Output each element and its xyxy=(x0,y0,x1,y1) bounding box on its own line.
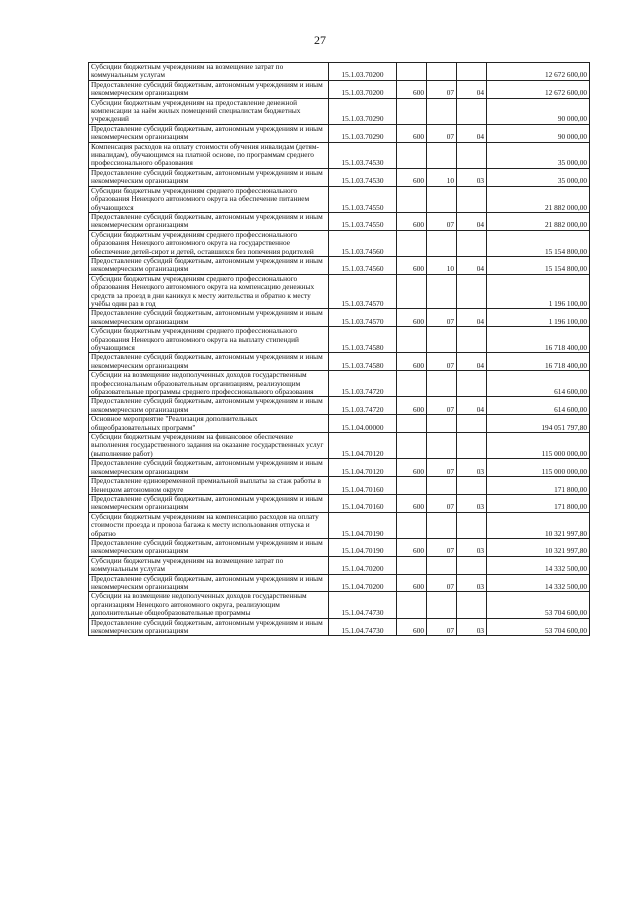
row-vr: 600 xyxy=(397,309,427,327)
row-rz xyxy=(427,477,457,495)
row-sum: 10 321 997,80 xyxy=(487,512,590,538)
row-vr xyxy=(397,327,427,353)
row-code: 15.1.04.70200 xyxy=(329,556,397,574)
table-row xyxy=(89,168,590,186)
row-pr xyxy=(457,142,487,168)
row-vr xyxy=(397,371,427,397)
row-sum: 1 196 100,00 xyxy=(487,274,590,309)
row-code: 15.1.03.74550 xyxy=(329,186,397,212)
row-pr xyxy=(457,433,487,459)
row-name: Предоставление субсидий бюджетным, автономным учреждениям и иным некоммерческим организациям xyxy=(89,618,329,636)
row-rz xyxy=(427,142,457,168)
row-vr: 600 xyxy=(397,538,427,556)
row-rz xyxy=(427,371,457,397)
row-name: Предоставление субсидий бюджетным, автономным учреждениям и иным некоммерческим организациям xyxy=(89,212,329,230)
row-vr xyxy=(397,230,427,256)
page-number: 27 xyxy=(314,33,326,47)
table-row xyxy=(89,327,590,353)
row-pr: 03 xyxy=(457,618,487,636)
table-row xyxy=(89,98,590,124)
table-row xyxy=(89,556,590,574)
row-code: 15.1.04.70190 xyxy=(329,538,397,556)
row-name: Предоставление субсидий бюджетным, автономным учреждениям и иным некоммерческим организациям xyxy=(89,397,329,415)
row-sum: 115 000 000,00 xyxy=(487,459,590,477)
row-name: Компенсация расходов на оплату стоимости обучения инвалидам (детям-инвалидам), обучающимся на платной основе, по программам среднего профессионального образования xyxy=(89,142,329,168)
table-row xyxy=(89,618,590,636)
row-code: 15.1.04.70160 xyxy=(329,477,397,495)
row-sum: 35 000,00 xyxy=(487,142,590,168)
row-pr xyxy=(457,230,487,256)
row-vr xyxy=(397,592,427,618)
row-vr xyxy=(397,63,427,81)
row-sum: 15 154 800,00 xyxy=(487,256,590,274)
row-vr: 600 xyxy=(397,494,427,512)
row-rz: 07 xyxy=(427,494,457,512)
row-sum: 614 600,00 xyxy=(487,397,590,415)
row-rz xyxy=(427,512,457,538)
row-code: 15.1.04.70200 xyxy=(329,574,397,592)
row-code: 15.1.04.74730 xyxy=(329,618,397,636)
row-sum: 1 196 100,00 xyxy=(487,309,590,327)
row-sum: 90 000,00 xyxy=(487,98,590,124)
row-sum: 614 600,00 xyxy=(487,371,590,397)
row-pr: 03 xyxy=(457,574,487,592)
row-code: 15.1.03.74560 xyxy=(329,256,397,274)
row-vr: 600 xyxy=(397,618,427,636)
budget-table xyxy=(88,62,590,636)
row-pr: 04 xyxy=(457,397,487,415)
table-row xyxy=(89,433,590,459)
row-sum: 53 704 600,00 xyxy=(487,618,590,636)
row-code: 15.1.03.74560 xyxy=(329,230,397,256)
row-vr xyxy=(397,98,427,124)
row-sum: 21 882 000,00 xyxy=(487,186,590,212)
row-name: Субсидии бюджетным учреждениям на возмещение затрат по коммунальным услугам xyxy=(89,63,329,81)
row-rz xyxy=(427,592,457,618)
row-name: Предоставление субсидий бюджетным, автономным учреждениям и иным некоммерческим организациям xyxy=(89,574,329,592)
row-sum: 53 704 600,00 xyxy=(487,592,590,618)
row-pr: 04 xyxy=(457,353,487,371)
table-row xyxy=(89,142,590,168)
table-row xyxy=(89,397,590,415)
row-name: Предоставление субсидий бюджетным, автономным учреждениям и иным некоммерческим организациям xyxy=(89,256,329,274)
row-rz: 10 xyxy=(427,168,457,186)
row-code: 15.1.03.74570 xyxy=(329,274,397,309)
row-name: Предоставление субсидий бюджетным, автономным учреждениям и иным некоммерческим организациям xyxy=(89,168,329,186)
row-rz: 07 xyxy=(427,124,457,142)
row-vr: 600 xyxy=(397,397,427,415)
table-row xyxy=(89,212,590,230)
row-code: 15.1.03.74530 xyxy=(329,142,397,168)
row-pr: 03 xyxy=(457,494,487,512)
row-name: Основное мероприятие "Реализация дополнительных общеобразовательных программ" xyxy=(89,415,329,433)
table-row xyxy=(89,592,590,618)
row-code: 15.1.03.74570 xyxy=(329,309,397,327)
row-code: 15.1.04.70190 xyxy=(329,512,397,538)
row-pr xyxy=(457,556,487,574)
row-code: 15.1.03.74720 xyxy=(329,397,397,415)
row-pr: 04 xyxy=(457,256,487,274)
row-rz: 07 xyxy=(427,309,457,327)
row-pr: 04 xyxy=(457,212,487,230)
row-code: 15.1.03.74720 xyxy=(329,371,397,397)
row-code: 15.1.04.74730 xyxy=(329,592,397,618)
row-code: 15.1.04.70120 xyxy=(329,433,397,459)
row-rz xyxy=(427,327,457,353)
table-row xyxy=(89,230,590,256)
row-name: Субсидии бюджетным учреждениям на компенсацию расходов на оплату стоимости проезда и провоза багажа к месту использования отпуска и обратно xyxy=(89,512,329,538)
row-pr xyxy=(457,477,487,495)
table-row xyxy=(89,512,590,538)
row-name: Субсидии на возмещение недополученных доходов государственным организациям Ненецкого автономного округа, реализующим дополнительные общеобразовательные программы xyxy=(89,592,329,618)
row-name: Предоставление субсидий бюджетным, автономным учреждениям и иным некоммерческим организациям xyxy=(89,309,329,327)
row-vr xyxy=(397,512,427,538)
row-sum: 16 718 400,00 xyxy=(487,327,590,353)
row-code: 15.1.03.70290 xyxy=(329,98,397,124)
row-rz: 10 xyxy=(427,256,457,274)
row-sum: 194 051 797,80 xyxy=(487,415,590,433)
row-name: Предоставление единовременной премиальной выплаты за стаж работы в Ненецком автономном округе xyxy=(89,477,329,495)
row-pr: 04 xyxy=(457,124,487,142)
row-rz: 07 xyxy=(427,397,457,415)
row-code: 15.1.03.74580 xyxy=(329,327,397,353)
row-rz: 07 xyxy=(427,212,457,230)
row-name: Субсидии бюджетным учреждениям на возмещение затрат по коммунальным услугам xyxy=(89,556,329,574)
row-name: Субсидии бюджетным учреждениям среднего профессионального образования Ненецкого автономного округа на обеспечение питанием обучающихся xyxy=(89,186,329,212)
row-name: Предоставление субсидий бюджетным, автономным учреждениям и иным некоммерческим организациям xyxy=(89,353,329,371)
row-sum: 15 154 800,00 xyxy=(487,230,590,256)
row-rz: 07 xyxy=(427,618,457,636)
row-sum: 14 332 500,00 xyxy=(487,574,590,592)
table-row xyxy=(89,256,590,274)
row-pr: 03 xyxy=(457,168,487,186)
row-rz: 07 xyxy=(427,80,457,98)
row-sum: 14 332 500,00 xyxy=(487,556,590,574)
row-pr: 04 xyxy=(457,80,487,98)
table-row xyxy=(89,459,590,477)
row-vr xyxy=(397,477,427,495)
table-row xyxy=(89,574,590,592)
row-rz xyxy=(427,433,457,459)
row-vr: 600 xyxy=(397,256,427,274)
table-row xyxy=(89,186,590,212)
row-pr: 03 xyxy=(457,459,487,477)
row-code: 15.1.04.70120 xyxy=(329,459,397,477)
row-vr xyxy=(397,415,427,433)
row-pr xyxy=(457,327,487,353)
row-vr: 600 xyxy=(397,168,427,186)
row-name: Субсидии бюджетным учреждениям среднего профессионального образования Ненецкого автономного округа на компенсацию денежных средств за проезд в дни каникул к месту жительства и обратно к месту учёбы один раз в год xyxy=(89,274,329,309)
table-row xyxy=(89,63,590,81)
row-pr: 03 xyxy=(457,538,487,556)
row-rz: 07 xyxy=(427,459,457,477)
row-pr xyxy=(457,98,487,124)
row-pr xyxy=(457,512,487,538)
row-rz xyxy=(427,274,457,309)
row-pr xyxy=(457,592,487,618)
row-name: Предоставление субсидий бюджетным, автономным учреждениям и иным некоммерческим организациям xyxy=(89,538,329,556)
table-row xyxy=(89,353,590,371)
row-code: 15.1.04.70160 xyxy=(329,494,397,512)
table-row xyxy=(89,477,590,495)
table-row xyxy=(89,80,590,98)
row-name: Предоставление субсидий бюджетным, автономным учреждениям и иным некоммерческим организациям xyxy=(89,494,329,512)
row-rz xyxy=(427,230,457,256)
row-name: Субсидии бюджетным учреждениям среднего профессионального образования Ненецкого автономного округа на государственное обеспечение детей-сирот и детей, оставшихся без попечения родителей xyxy=(89,230,329,256)
row-sum: 171 800,00 xyxy=(487,494,590,512)
row-name: Предоставление субсидий бюджетным, автономным учреждениям и иным некоммерческим организациям xyxy=(89,124,329,142)
row-sum: 21 882 000,00 xyxy=(487,212,590,230)
row-pr: 04 xyxy=(457,309,487,327)
table-row xyxy=(89,124,590,142)
row-vr xyxy=(397,142,427,168)
row-code: 15.1.03.74530 xyxy=(329,168,397,186)
row-vr: 600 xyxy=(397,574,427,592)
row-code: 15.1.03.74580 xyxy=(329,353,397,371)
table-row xyxy=(89,494,590,512)
table-row xyxy=(89,371,590,397)
row-rz xyxy=(427,63,457,81)
row-pr xyxy=(457,274,487,309)
row-rz xyxy=(427,415,457,433)
row-sum: 10 321 997,80 xyxy=(487,538,590,556)
row-vr xyxy=(397,186,427,212)
row-vr: 600 xyxy=(397,353,427,371)
row-name: Субсидии бюджетным учреждениям на предоставление денежной компенсации за наём жилых помещений специалистам бюджетных учреждений xyxy=(89,98,329,124)
row-name: Субсидии бюджетным учреждениям на финансовое обеспечение выполнения государственного задания на оказание государственных услуг (выполнение работ) xyxy=(89,433,329,459)
table-row xyxy=(89,415,590,433)
row-sum: 35 000,00 xyxy=(487,168,590,186)
row-code: 15.1.03.70200 xyxy=(329,63,397,81)
row-code: 15.1.03.74550 xyxy=(329,212,397,230)
row-code: 15.1.03.70290 xyxy=(329,124,397,142)
table-row xyxy=(89,309,590,327)
row-code: 15.1.04.00000 xyxy=(329,415,397,433)
row-rz xyxy=(427,186,457,212)
row-sum: 12 672 600,00 xyxy=(487,80,590,98)
row-vr: 600 xyxy=(397,124,427,142)
row-vr xyxy=(397,556,427,574)
row-rz: 07 xyxy=(427,574,457,592)
row-vr: 600 xyxy=(397,80,427,98)
table-row xyxy=(89,538,590,556)
row-rz xyxy=(427,556,457,574)
row-sum: 90 000,00 xyxy=(487,124,590,142)
row-sum: 171 800,00 xyxy=(487,477,590,495)
row-vr xyxy=(397,274,427,309)
table-row xyxy=(89,274,590,309)
row-pr xyxy=(457,186,487,212)
row-vr: 600 xyxy=(397,459,427,477)
row-sum: 16 718 400,00 xyxy=(487,353,590,371)
row-name: Субсидии на возмещение недополученных доходов государственным профессиональным образовательным организациям, реализующим образовательные программы среднего профессионального образования xyxy=(89,371,329,397)
row-name: Предоставление субсидий бюджетным, автономным учреждениям и иным некоммерческим организациям xyxy=(89,80,329,98)
row-pr xyxy=(457,371,487,397)
row-rz xyxy=(427,98,457,124)
row-vr: 600 xyxy=(397,212,427,230)
budget-table-body xyxy=(89,63,590,636)
row-vr xyxy=(397,433,427,459)
row-sum: 12 672 600,00 xyxy=(487,63,590,81)
row-pr xyxy=(457,63,487,81)
row-name: Субсидии бюджетным учреждениям среднего профессионального образования Ненецкого автономного округа на выплату стипендий обучающимся xyxy=(89,327,329,353)
row-rz: 07 xyxy=(427,353,457,371)
row-sum: 115 000 000,00 xyxy=(487,433,590,459)
row-pr xyxy=(457,415,487,433)
row-code: 15.1.03.70200 xyxy=(329,80,397,98)
row-rz: 07 xyxy=(427,538,457,556)
row-name: Предоставление субсидий бюджетным, автономным учреждениям и иным некоммерческим организациям xyxy=(89,459,329,477)
